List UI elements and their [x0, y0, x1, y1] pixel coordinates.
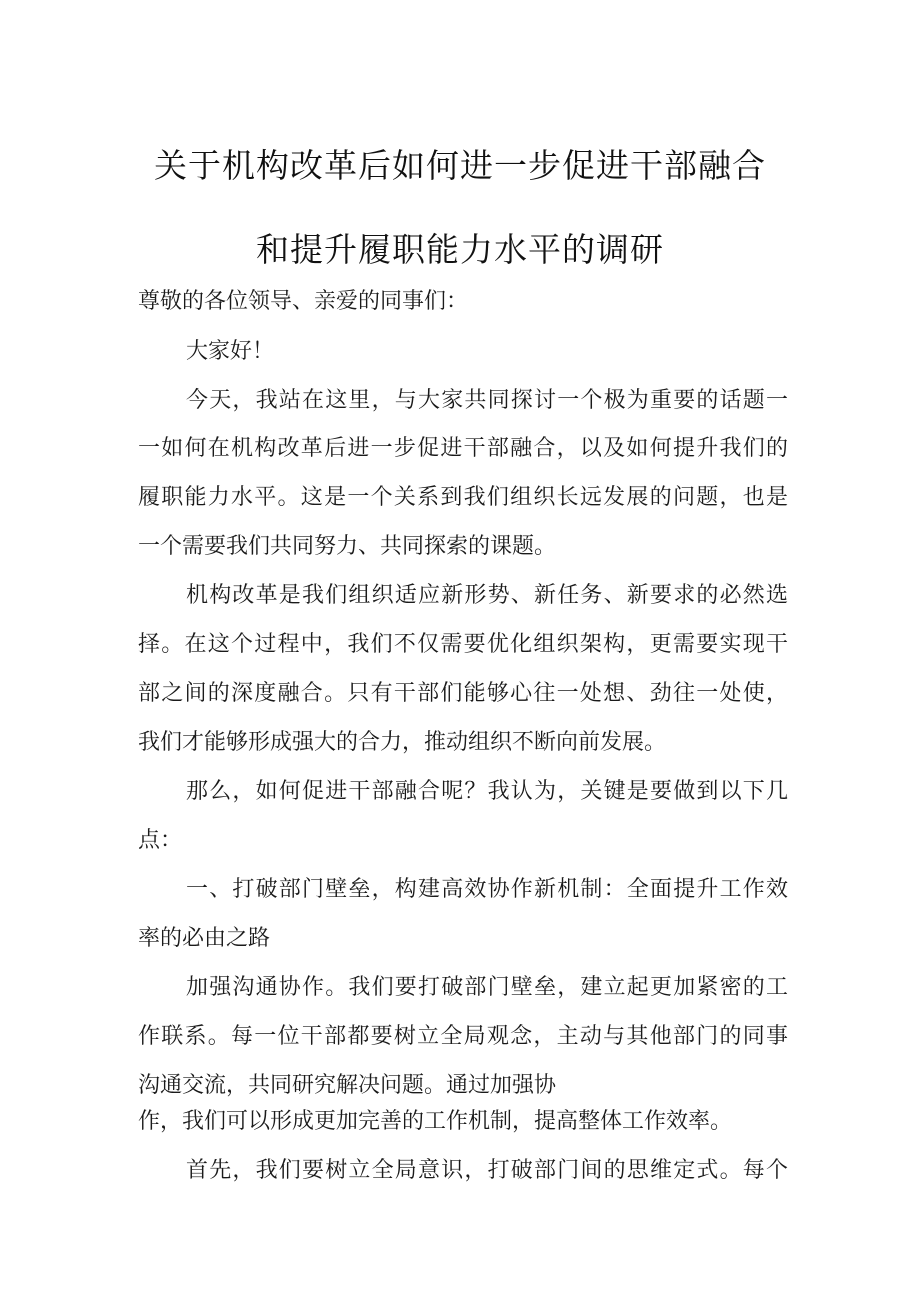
document-title-line-2: 和提升履职能力水平的调研 [256, 230, 664, 269]
body-line: 首先，我们要树立全局意识，打破部门间的思维定式。每个 [186, 1158, 788, 1183]
salutation: 尊敬的各位领导、亲爱的同事们： [138, 289, 469, 314]
body-line: 我们才能够形成强大的合力，推动组织不断向前发展。 [138, 730, 667, 755]
body-line: 作，我们可以形成更加完善的工作机制，提高整体工作效率。 [138, 1109, 733, 1134]
body-line: 沟通交流，共同研究解决问题。通过加强协 [138, 1073, 557, 1098]
greeting: 大家好！ [186, 339, 275, 364]
body-line: 一如何在机构改革后进一步促进干部融合，以及如何提升我们的 [138, 436, 788, 461]
body-line: 作联系。每一位干部都要树立全局观念，主动与其他部门的同事 [138, 1024, 788, 1049]
section-heading: 一、打破部门壁垒，构建高效协作新机制：全面提升工作效 [186, 877, 788, 902]
body-line: 部之间的深度融合。只有干部们能够心往一处想、劲往一处使， [138, 681, 788, 706]
section-heading: 率的必由之路 [138, 926, 271, 951]
body-line: 今天，我站在这里，与大家共同探讨一个极为重要的话题一 [186, 388, 788, 413]
body-line: 履职能力水平。这是一个关系到我们组织长远发展的问题，也是 [138, 485, 788, 510]
body-line: 点： [138, 828, 183, 853]
body-line: 那么，如何促进干部融合呢？我认为，关键是要做到以下几 [186, 779, 788, 804]
body-line: 加强沟通协作。我们要打破部门壁垒，建立起更加紧密的工 [186, 975, 788, 1000]
document-title-line-1: 关于机构改革后如何进一步促进干部融合 [154, 146, 766, 185]
body-line: 一个需要我们共同努力、共同探索的课题。 [138, 534, 557, 559]
body-line: 机构改革是我们组织适应新形势、新任务、新要求的必然选 [186, 583, 788, 608]
body-line: 择。在这个过程中，我们不仅需要优化组织架构，更需要实现干 [138, 632, 788, 657]
